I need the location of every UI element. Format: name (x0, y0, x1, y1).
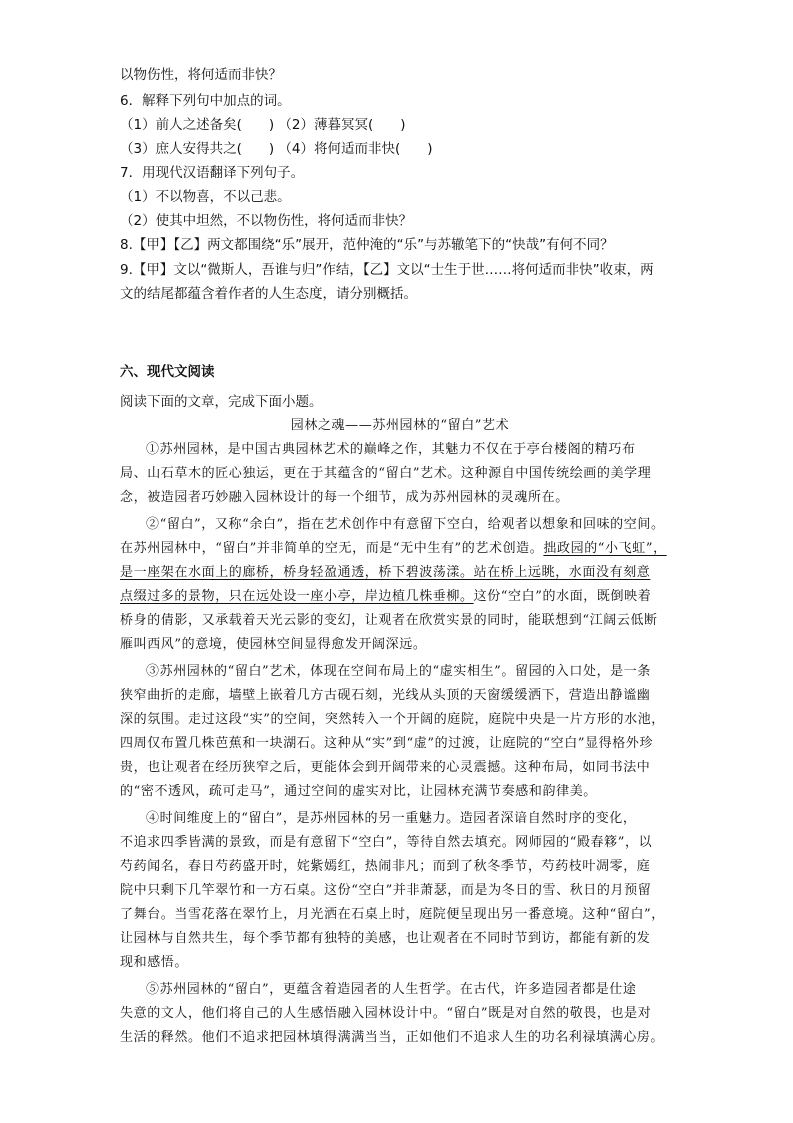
question-7-item-1: （1）不以物喜，不以己悲。 (120, 189, 291, 205)
paragraph-3-line: 狭窄曲折的走廊，墙壁上嵌着几方古砚石刻，光线从头顶的天窗缓缓洒下，营造出静谧幽 (120, 688, 651, 703)
article-title: 园林之魂——苏州园林的“留白”艺术 (290, 418, 510, 433)
paragraph-1-line: 念，被造园者巧妙融入园林设计的每一个细节，成为苏州园林的灵魂所在。 (120, 490, 569, 505)
question-6-items-a: （1）前人之述备矣( ) （2）薄暮冥冥( ) (120, 117, 406, 133)
paragraph-5-line: 失意的文人，他们将自己的人生感悟融入园林设计中。“留白”既是对自然的敬畏，也是对 (120, 1006, 652, 1021)
paragraph-2-line: ②“留白”，又称“余白”，指在艺术创作中有意留下空白，给观者以想象和回味的空间。 (146, 517, 665, 532)
question-6: 6．解释下列句中加点的词。 (120, 93, 291, 109)
paragraph-4-line: 现和感悟。 (120, 955, 189, 970)
section-heading: 六、现代文阅读 (120, 364, 215, 380)
question-7-item-2: （2）使其中坦然，不以物伤性，将何适而非快？ (120, 213, 413, 229)
paragraph-3-line: 贵，也让观者在经历狭窄之后，更能体会到开阔带来的心灵震撼。这种布局，如同书法中 (120, 760, 651, 775)
paragraph-5-line: 生活的释然。他们不追求把园林填得满满当当，正如他们不追求人生的功名利禄填满心房。 (120, 1030, 665, 1045)
paragraph-4-line: 不追求四季皆满的景致，而是有意留下“空白”，等待自然去填充。网师园的“殿春簃”，以 (120, 835, 653, 850)
question-6-items-b: （3）庶人安得共之( ) （4）将何适而非快( ) (120, 141, 433, 157)
paragraph-4-line: 让园林与自然共生，每个季节都有独特的美感，也让观者在不同时节到访，都能有新的发 (120, 931, 651, 946)
paragraph-5-line: ⑤苏州园林的“留白”，更蕴含着造园者的人生哲学。在古代，许多造园者都是仕途 (146, 982, 637, 997)
question-8: 8.【甲】【乙】两文都围绕“乐”展开，范仲淹的“乐”与苏辙笔下的“快哉”有何不同？ (120, 237, 614, 253)
paragraph-4-line: ④时间维度上的“留白”，是苏州园林的另一重魅力。造园者深谙自然时序的变化， (146, 811, 637, 826)
paragraph-1-line: 局、山石草木的匠心独运，更在于其蕴含的“留白”艺术。这种源自中国传统绘画的美学理 (120, 466, 652, 481)
paragraph-3-line: 四周仅布置几株芭蕉和一块湖石。这种从“实”到“虚”的过渡，让庭院的“空白”显得格外珍 (120, 736, 654, 751)
paragraph-2-line (120, 587, 680, 607)
question-9-line-1: 9.【甲】文以“微斯人，吾谁与归”作结，【乙】文以“士生于世……将何适而非快”收束，两 (120, 262, 654, 278)
question-7: 7．用现代汉语翻译下列句子。 (120, 165, 305, 181)
instructions: 阅读下面的文章，完成下面小题。 (120, 394, 323, 410)
paragraph-3-line: ③苏州园林的“留白”艺术，体现在空间布局上的“虚实相生”。留园的入口处，是一条 (146, 664, 651, 679)
text-line: 以物伤性，将何适而非快？ (120, 67, 282, 83)
paragraph-2-text: 在苏州园林中，“留白”并非简单的空无，而是“无中生有”的艺术创造。 (120, 541, 544, 556)
paragraph-2-line (120, 539, 680, 559)
underlined-sentence: 拙政园的“小飞虹”， (543, 541, 667, 556)
paragraph-3-line: 深的氛围。走过这段“实”的空间，突然转入一个开阔的庭院，庭院中央是一片方形的水池， (120, 712, 665, 727)
underlined-sentence: 点缀过多的景物，只在远处设一座小亭，岸边植几株垂柳。 (120, 589, 474, 604)
paragraph-4-line: 芍药闻名，春日芍药盛开时，姹紫嫣红，热闹非凡；而到了秋冬季节，芍药枝叶凋零，庭 (120, 859, 651, 874)
paragraph-4-line: 了舞台。当雪花落在翠竹上，月光洒在石桌上时，庭院便呈现出另一番意境。这种“留白”， (120, 907, 665, 922)
underlined-sentence: 是一座架在水面上的廊桥，桥身轻盈通透，桥下碧波荡漾。站在桥上远眺，水面没有刻意 (120, 565, 651, 580)
paragraph-4-line: 院中只剩下几竿翠竹和一方石桌。这份“空白”并非萧瑟，而是为冬日的雪、秋日的月预留 (120, 883, 652, 898)
paragraph-2-text: 这份“空白”的水面，既倒映着 (473, 589, 652, 604)
paragraph-1-line: ①苏州园林，是中国古典园林艺术的巅峰之作，其魅力不仅在于亭台楼阁的精巧布 (146, 442, 636, 457)
paragraph-2-line: 雁叫西风”的意境，使园林空间显得愈发开阔深远。 (120, 637, 427, 652)
paragraph-3-line: 的“密不透风，疏可走马”，通过空间的虚实对比，让园林充满节奏感和韵律美。 (120, 784, 597, 799)
paragraph-2-line: 桥身的倩影，又承载着天光云影的变幻，让观者在欣赏实景的同时，能联想到“江阔云低断 (120, 613, 658, 628)
question-9-line-2: 文的结尾都蕴含着作者的人生态度，请分别概括。 (120, 286, 417, 302)
